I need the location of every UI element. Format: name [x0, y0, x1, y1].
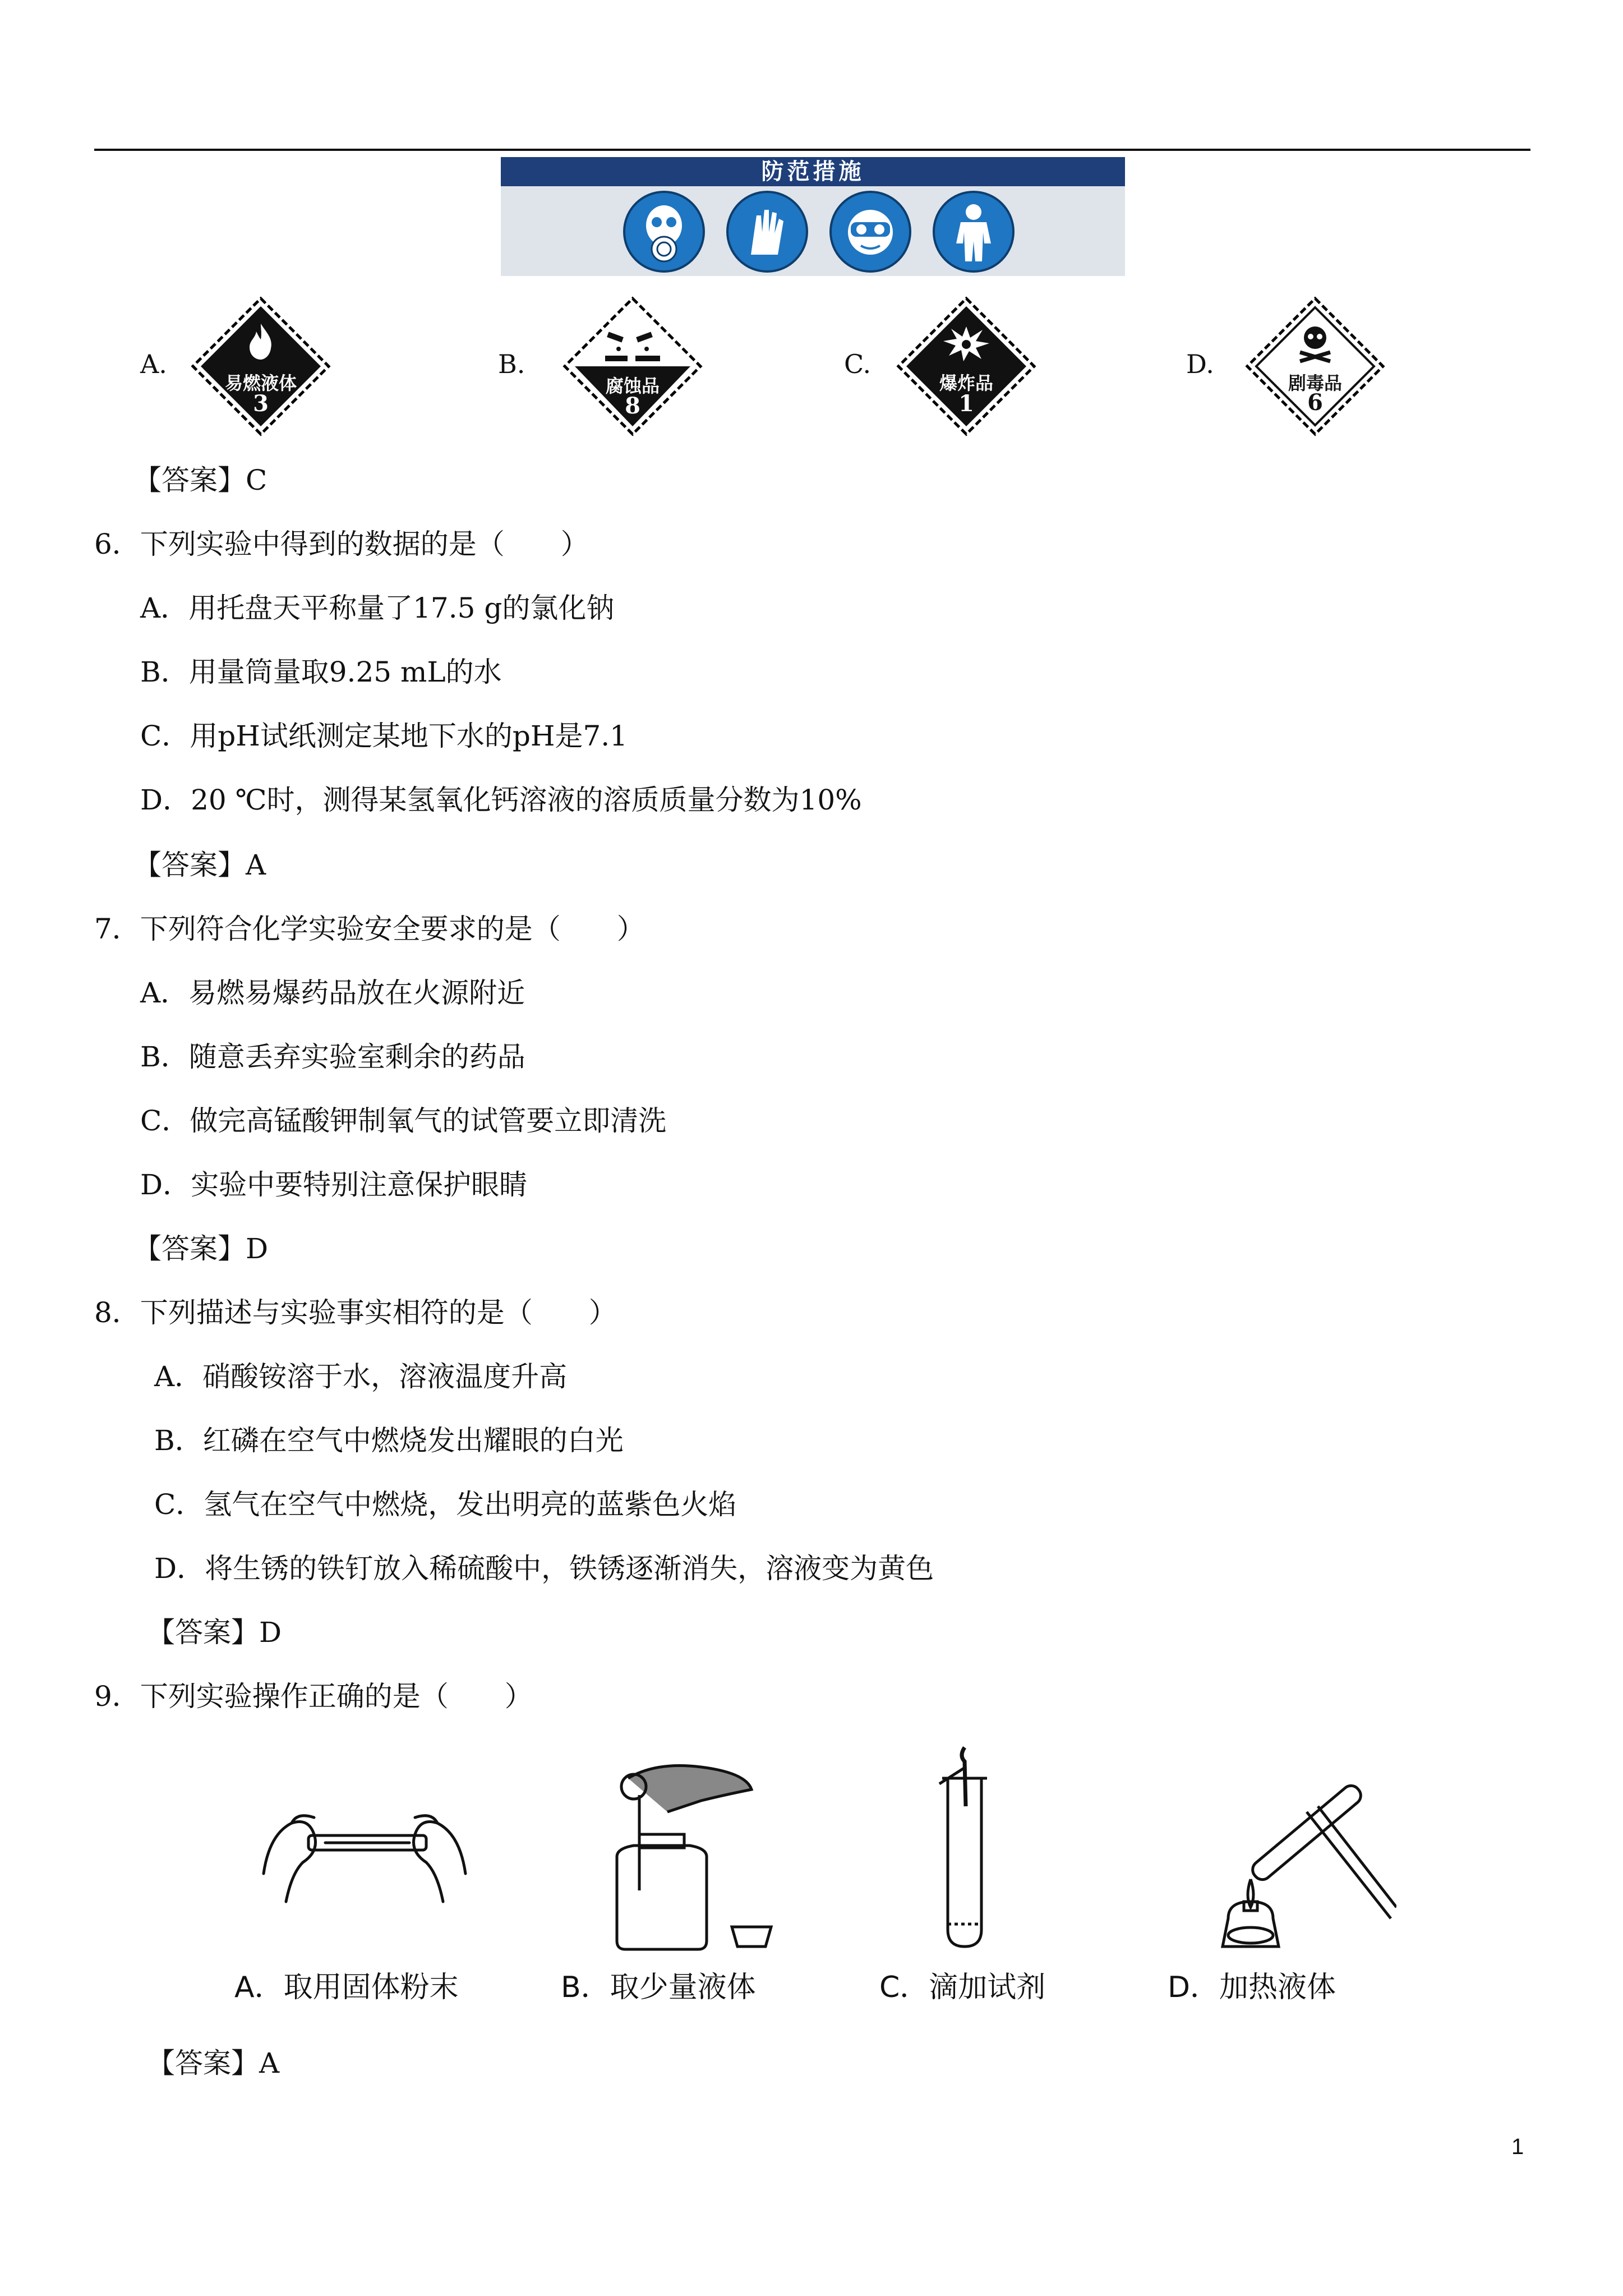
q8-stem: 8．下列描述与实验事实相符的是（ ） — [94, 1296, 617, 1329]
header-rule — [94, 149, 1530, 151]
hazard-class-number: 3 — [253, 390, 269, 417]
option-d-label: D. — [1186, 349, 1214, 379]
hazard-class-number: 8 — [625, 393, 640, 419]
corrosive-icon — [602, 330, 663, 364]
figure-dropping-reagent — [914, 1745, 1026, 1958]
hazard-sign-corrosive — [562, 296, 703, 436]
q7-option-c: C．做完高锰酸钾制氧气的试管要立即清洗 — [140, 1105, 667, 1137]
q6-option-d: D．20 ℃时，测得某氢氧化钙溶液的溶质质量分数为10% — [140, 784, 862, 816]
flame-icon — [245, 321, 276, 361]
q8-option-b: B．红磷在空气中燃烧发出耀眼的白光 — [154, 1424, 624, 1457]
q8-answer: 【答案】D — [147, 1616, 282, 1649]
q5-answer: 【答案】C — [133, 464, 268, 496]
hazard-sign-text: 爆炸品 — [939, 372, 993, 394]
hazard-class-number: 6 — [1307, 389, 1323, 416]
q6-option-c: C．用pH试纸测定某地下水的pH是7.1 — [140, 720, 628, 752]
page-number: 1 — [1511, 2134, 1524, 2159]
q7-stem: 7．下列符合化学实验安全要求的是（ ） — [94, 913, 645, 945]
q7-option-b: B．随意丢弃实验室剩余的药品 — [140, 1041, 525, 1073]
q6-option-b: B．用量筒量取9.25 mL的水 — [140, 656, 502, 688]
hazard-class-number: 1 — [958, 390, 974, 417]
protective-suit-icon — [933, 191, 1015, 273]
q8-option-c: C．氢气在空气中燃烧，发出明亮的蓝紫色火焰 — [154, 1488, 737, 1521]
banner-title: 防范措施 — [501, 157, 1125, 186]
goggles-icon — [829, 191, 911, 273]
figure-solid-powder — [258, 1789, 471, 1918]
q6-stem: 6．下列实验中得到的数据的是（ ） — [94, 528, 589, 560]
q7-option-a: A．易燃易爆药品放在火源附近 — [140, 977, 525, 1009]
q6-answer: 【答案】A — [133, 849, 266, 881]
skull-icon — [1295, 324, 1335, 364]
q8-option-d: D．将生锈的铁钉放入稀硫酸中，铁锈逐渐消失，溶液变为黄色 — [154, 1552, 934, 1585]
hazard-sign-toxic — [1245, 296, 1385, 436]
hazard-sign-text: 腐蚀品 — [605, 375, 660, 397]
figure-c-caption: C．滴加试剂 — [879, 1971, 1046, 2004]
protective-measures-banner — [501, 157, 1125, 276]
gas-mask-icon — [623, 191, 705, 273]
hazard-sign-flammable-liquid — [191, 296, 331, 436]
gloves-icon — [726, 191, 808, 273]
q7-answer: 【答案】D — [133, 1232, 269, 1265]
hazard-sign-explosive — [896, 296, 1036, 436]
hazard-sign-text: 剧毒品 — [1288, 372, 1342, 394]
figure-dropper-bottle — [578, 1756, 791, 1958]
q9-answer: 【答案】A — [147, 2047, 280, 2079]
figure-b-caption: B．取少量液体 — [561, 1971, 756, 2004]
q8-option-a: A．硝酸铵溶于水，溶液温度升高 — [154, 1360, 568, 1393]
q9-stem: 9．下列实验操作正确的是（ ） — [94, 1680, 533, 1713]
hazard-sign-text: 易燃液体 — [224, 372, 297, 394]
option-c-label: C. — [844, 349, 872, 379]
option-a-label: A. — [140, 349, 167, 379]
figure-d-caption: D．加热液体 — [1168, 1971, 1336, 2004]
q6-option-a: A．用托盘天平称量了17.5 g的氯化钠 — [140, 592, 615, 624]
figure-a-caption: A．取用固体粉末 — [234, 1971, 459, 2004]
banner-body — [501, 186, 1125, 276]
option-b-label: B. — [498, 349, 525, 379]
explosion-icon — [941, 324, 992, 364]
figure-heating-liquid — [1206, 1750, 1396, 1958]
q7-option-d: D．实验中要特别注意保护眼睛 — [140, 1168, 528, 1201]
